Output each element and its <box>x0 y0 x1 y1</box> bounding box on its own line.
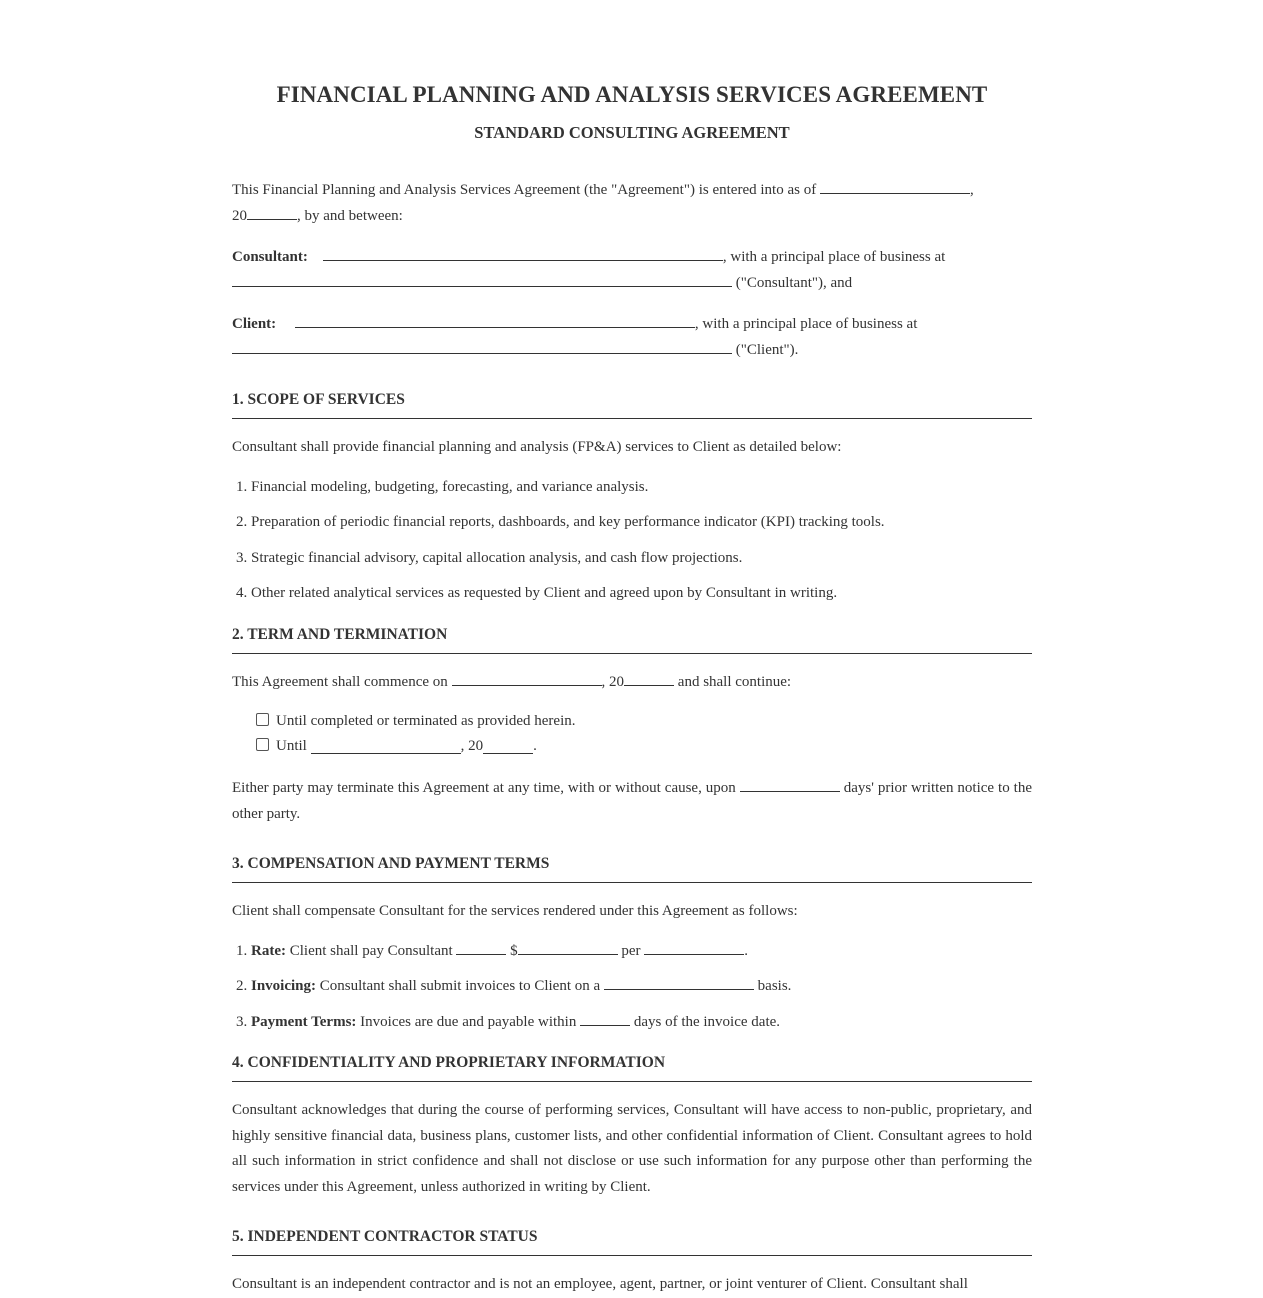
section-1-heading: 1. SCOPE OF SERVICES <box>232 390 1032 419</box>
notice-days-blank[interactable] <box>740 777 840 792</box>
compensation-list <box>232 939 1032 1036</box>
section-4-body: Consultant acknowledges that during the course of performing services, Consultant will have access to non-public, proprietary, and highly sensitive financial data, business plans, customer lists, and other confidential information of Client. Consultant agrees to hold all such information in strict confidence and shall not disclose or use such information for any purpose other than performing the services under this Agreement, unless authorized in writing by Client. <box>232 1102 1032 1195</box>
section-1-intro: Consultant shall provide financial planning and analysis (FP&A) services to Client as detailed below: <box>232 439 842 455</box>
consultant-label: Consultant: <box>232 249 308 265</box>
rate-type-blank[interactable] <box>456 940 506 955</box>
document-title: FINANCIAL PLANNING AND ANALYSIS SERVICES AGREEMENT <box>276 82 988 107</box>
list-item: 3. Payment Terms: Invoices are due and payable within days of the invoice date. <box>251 1010 1032 1036</box>
section-3-heading: 3. COMPENSATION AND PAYMENT TERMS <box>232 854 1032 883</box>
commence-date-blank[interactable] <box>452 671 602 686</box>
commence-year-blank[interactable] <box>624 671 674 686</box>
client-address-blank[interactable] <box>232 339 732 354</box>
list-item: 1. Rate: Client shall pay Consultant $ per . <box>251 939 1032 965</box>
client-paragraph: Client: , with a principal place of business at ("Client"). <box>232 312 1032 363</box>
rate-amount-blank[interactable] <box>518 940 618 955</box>
section-5-body: Consultant is an independent contractor and is not an employee, agent, partner, or joint venturer of Client. Consultant shall <box>232 1276 968 1292</box>
scope-list <box>232 475 1032 607</box>
term-option-until-date[interactable]: Until , 20 . <box>256 734 1032 759</box>
list-item: 3. Strategic financial advisory, capital allocation analysis, and cash flow projections. <box>251 546 1032 572</box>
section-2-heading: 2. TERM AND TERMINATION <box>232 625 1032 654</box>
list-item: 4. Other related analytical services as requested by Client and agreed upon by Consultant in writing. <box>251 581 1032 607</box>
list-item: 2. Preparation of periodic financial reports, dashboards, and key performance indicator (KPI) tracking tools. <box>251 510 1032 536</box>
list-item: 2. Invoicing: Consultant shall submit invoices to Client on a basis. <box>251 974 1032 1000</box>
client-name-blank[interactable] <box>295 313 695 328</box>
consultant-address-blank[interactable] <box>232 272 732 287</box>
term-option-until-completed[interactable]: Until completed or terminated as provided herein. <box>256 709 1032 734</box>
checkbox[interactable] <box>256 713 269 726</box>
client-label: Client: <box>232 316 277 332</box>
invoicing-frequency-blank[interactable] <box>604 975 754 990</box>
agreement-document <box>232 0 1032 1298</box>
consultant-name-blank[interactable] <box>323 246 723 261</box>
intro-paragraph: This Financial Planning and Analysis Services Agreement (the "Agreement") is entered into as of , 20 , by and between: <box>232 178 1032 229</box>
termination-paragraph: Either party may terminate this Agreement at any time, with or without cause, upon days' prior written notice to the other party. <box>232 776 1032 827</box>
section-3-intro: Client shall compensate Consultant for the services rendered under this Agreement as follows: <box>232 903 798 919</box>
document-subtitle: STANDARD CONSULTING AGREEMENT <box>474 123 790 142</box>
commence-paragraph: This Agreement shall commence on , 20 and shall continue: <box>232 670 1032 696</box>
agreement-date-blank[interactable] <box>820 179 970 194</box>
checkbox[interactable] <box>256 738 269 751</box>
term-options <box>232 709 1032 759</box>
until-date-blank[interactable] <box>311 739 461 754</box>
consultant-paragraph: Consultant: , with a principal place of business at ("Consultant"), and <box>232 245 1032 296</box>
agreement-year-blank[interactable] <box>247 205 297 220</box>
list-item: 1. Financial modeling, budgeting, forecasting, and variance analysis. <box>251 475 1032 501</box>
payment-days-blank[interactable] <box>580 1011 630 1026</box>
section-4-heading: 4. CONFIDENTIALITY AND PROPRIETARY INFORMATION <box>232 1053 1032 1082</box>
until-year-blank[interactable] <box>483 739 533 754</box>
section-5-heading: 5. INDEPENDENT CONTRACTOR STATUS <box>232 1227 1032 1256</box>
rate-period-blank[interactable] <box>644 940 744 955</box>
